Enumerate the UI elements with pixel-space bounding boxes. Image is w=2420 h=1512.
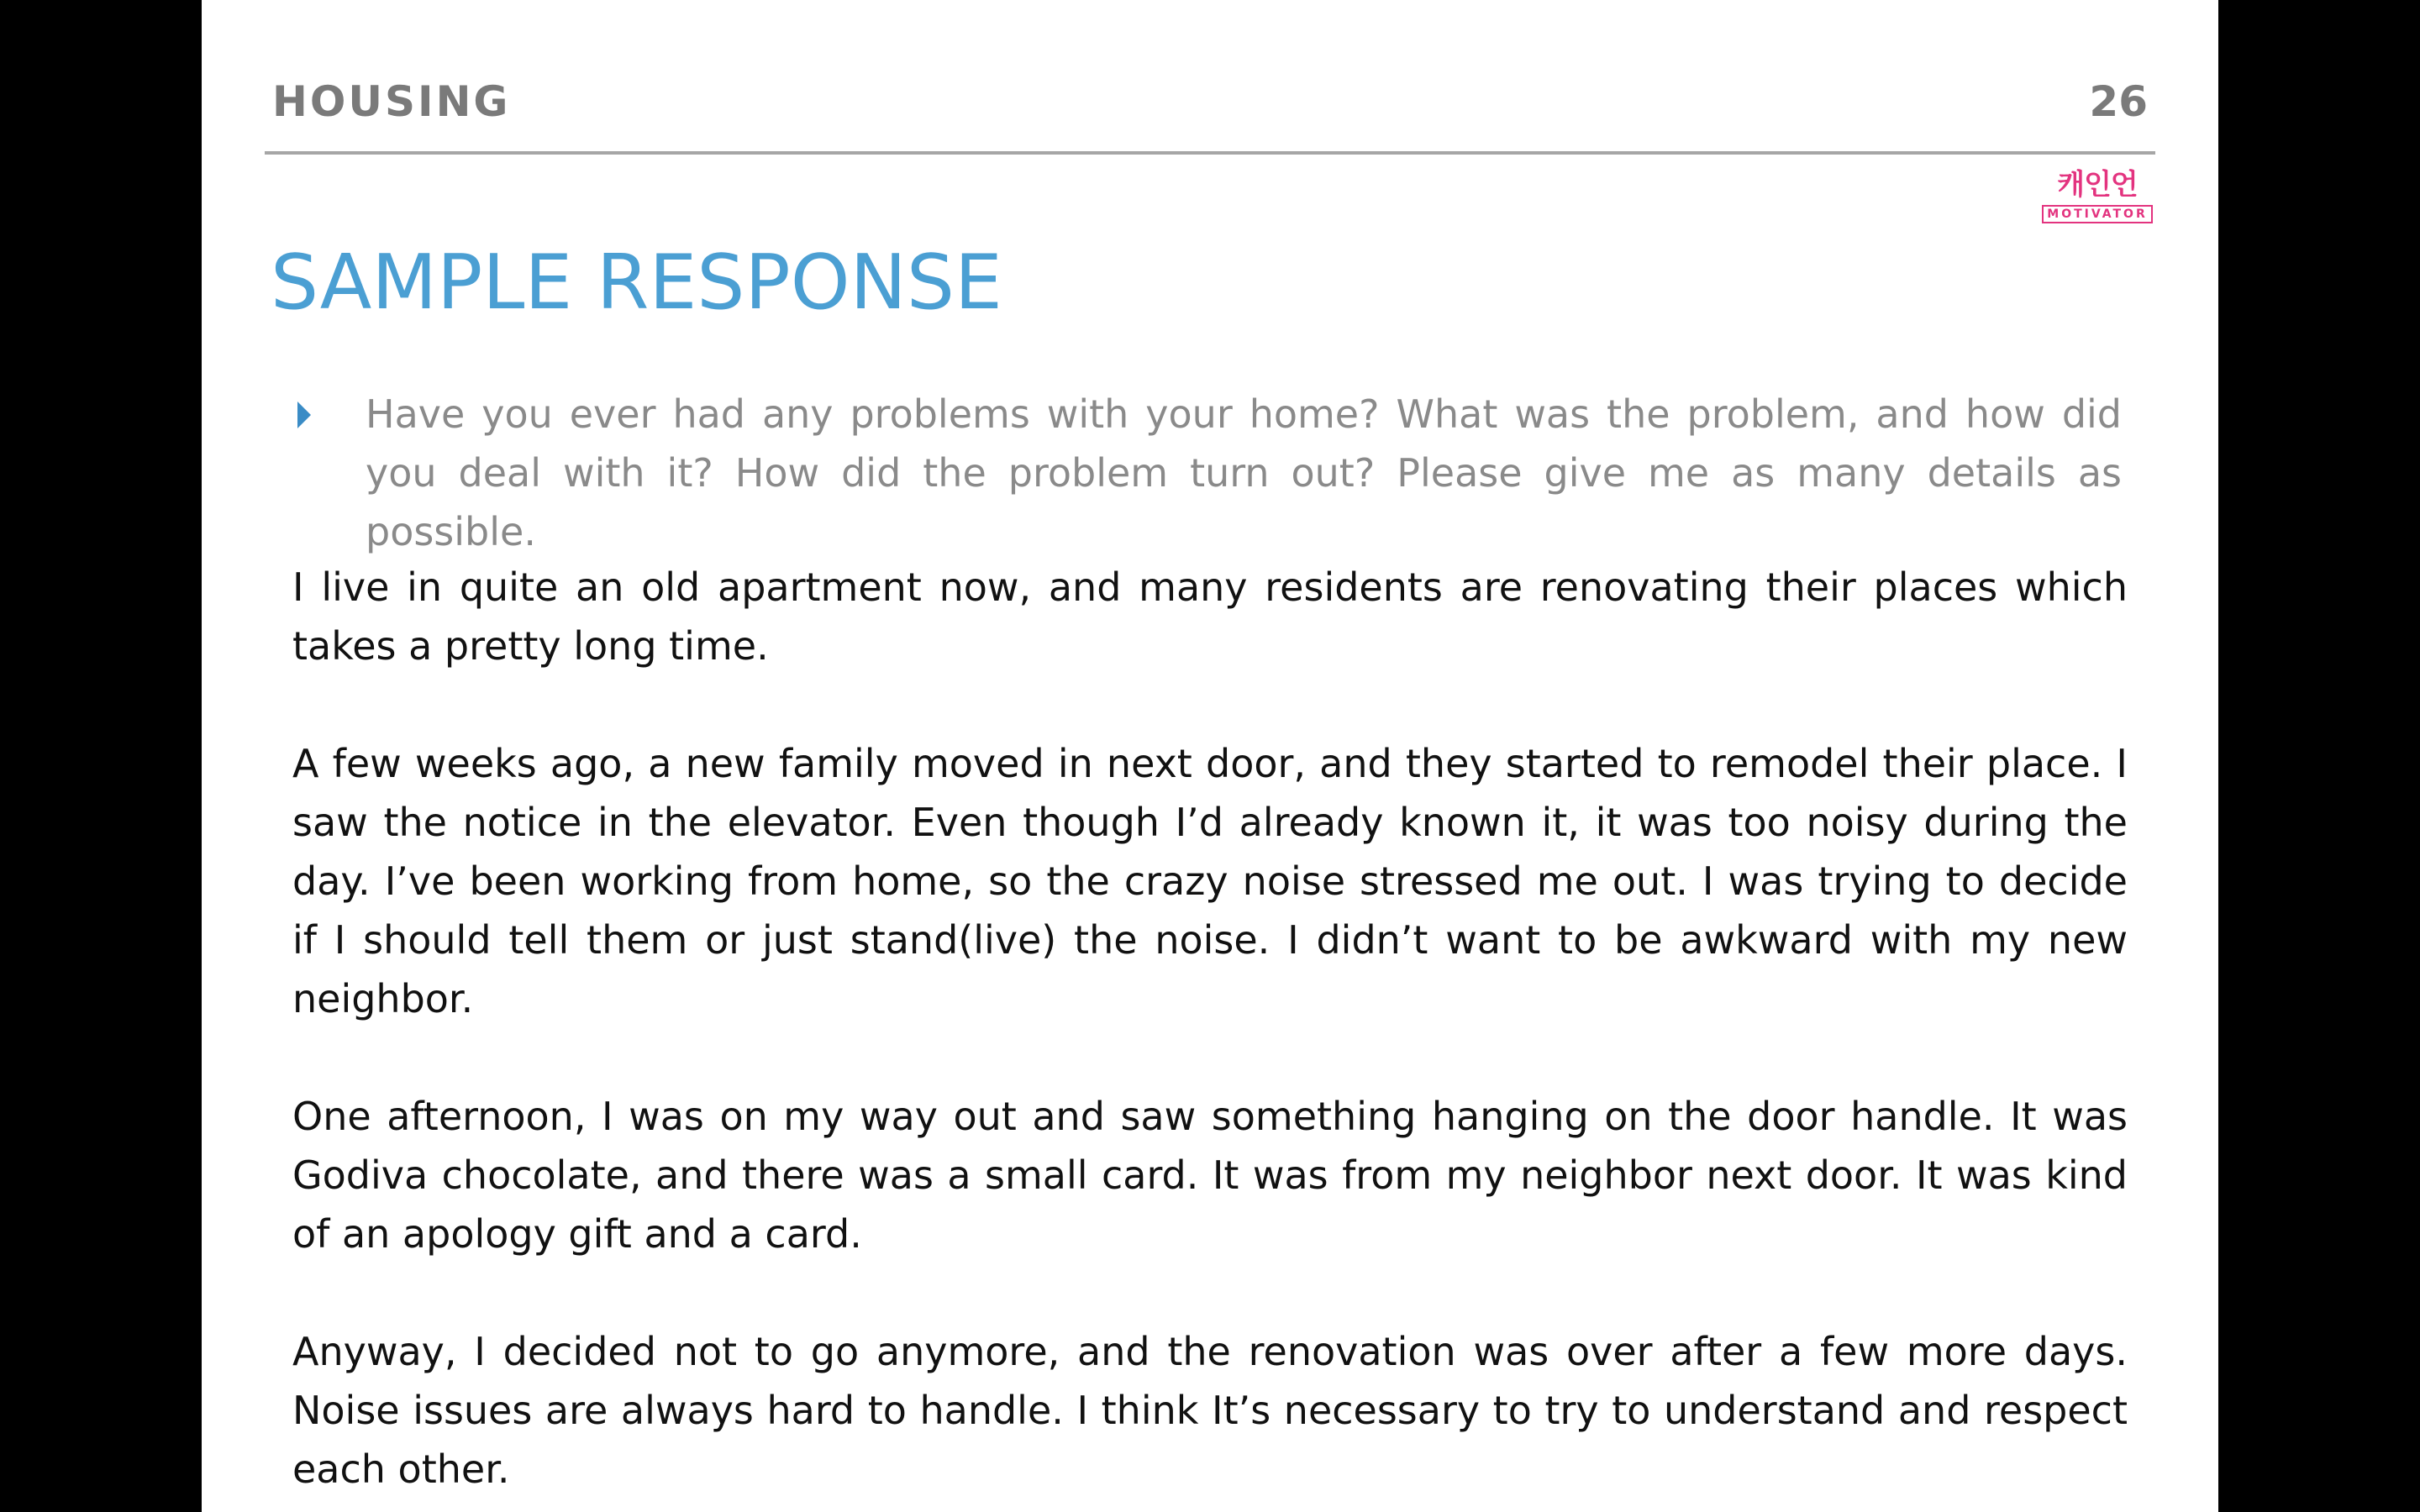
motivator-logo [2042,168,2153,228]
slide-page [202,0,2218,1512]
triangle-bullet-icon [297,402,311,428]
header-divider [265,151,2155,155]
response-paragraph: I live in quite an old apartment now, and many residents are renovating their places which takes a pretty long time. [292,564,2128,669]
response-paragraph: A few weeks ago, a new family moved in next door, and they started to remodel their place. I saw the notice in the elevator. Even though I’d already known it, it was too noisy during the day. I’ve been working from home, so the crazy noise stressed me out. I was trying to decide if I should tell them or just stand(live) the noise. I didn’t want to be awkward with my new neighbor. [292,741,2128,1021]
response-paragraph: Anyway, I decided not to go anymore, and the renovation was over after a few more days. Noise issues are always hard to handle. I think It’s necessary to try to understand and respect each other. [292,1329,2128,1492]
page-title: SAMPLE RESPONSE [271,239,1002,327]
question-prompt: Have you ever had any problems with your home? What was the problem, and how did you deal with it? How did the problem turn out? Please give me as many details as possible. [366,391,2122,554]
response-body [292,558,2128,1512]
logo-wordmark: 캐인언 [2057,168,2138,202]
page-number: 26 [2089,77,2148,126]
section-label: HOUSING [272,77,511,126]
logo-subtitle: MOTIVATOR [2042,205,2153,223]
response-paragraph: One afternoon, I was on my way out and saw something hanging on the door handle. It was Godiva chocolate, and there was a small card. It was from my neighbor next door. It was kind of an apology gift and a card. [292,1094,2128,1257]
